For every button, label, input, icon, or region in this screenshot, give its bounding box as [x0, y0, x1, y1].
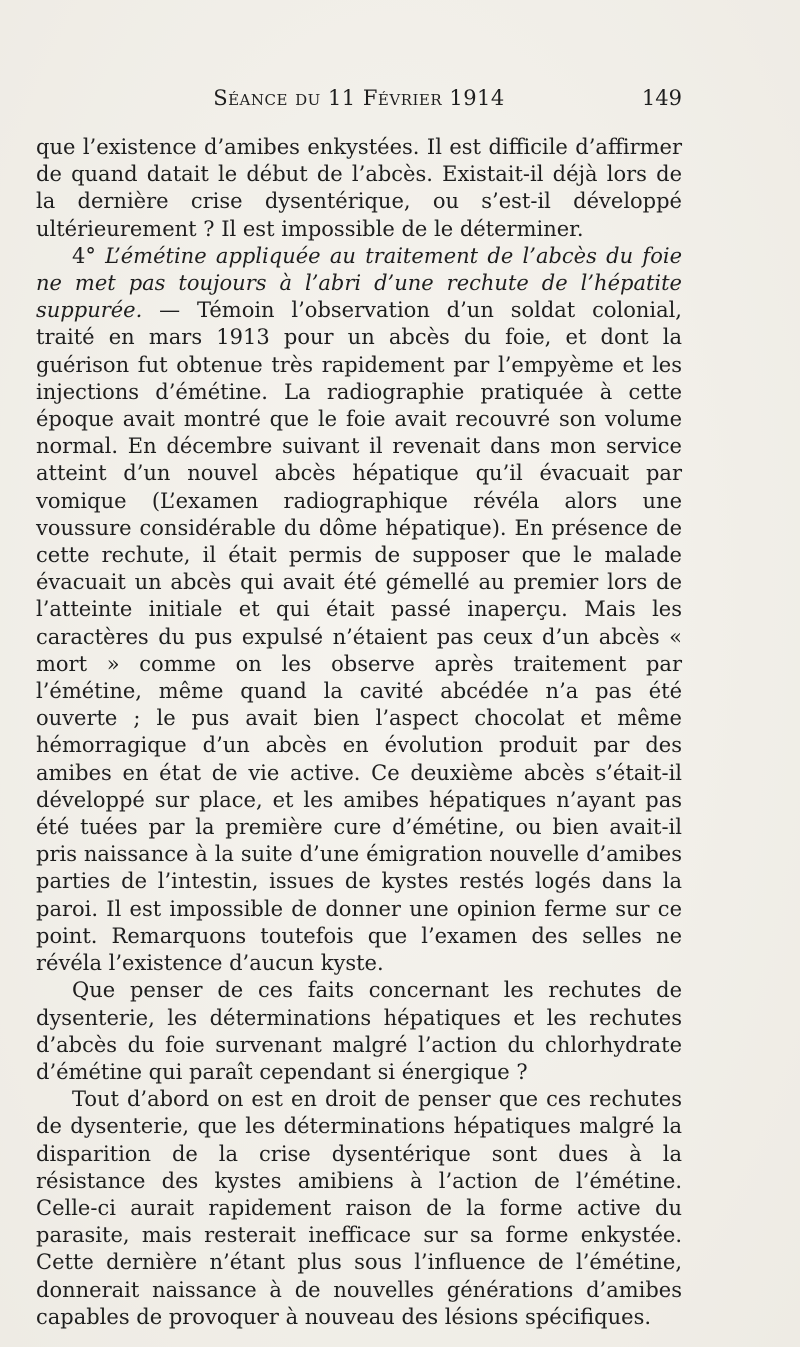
point-number: 4° — [72, 243, 96, 268]
paragraph-point-4-text: — Témoin l’observation d’un soldat colonial, traité en mars 1913 pour un abcès du foie, et dont la guérison fut obtenue très rapidement par l’empyème et les injections d’émétine. La radiographie pratiquée à cette époque avait montré que le foie avait recouvré son volume normal. En décembre suivant il revenait dans mon service atteint d’un nouvel abcès hépatique qu’il évacuait par vomique (L’examen radiographique révéla alors une voussure considérable du dôme hépatique). En présence de cette rechute, il était permis de supposer que le malade évacuait un abcès qui avait été gémellé au premier lors de l’atteinte initiale et qui était passé inaperçu. Mais les caractères du pus expulsé n’étaient pas ceux d’un abcès « mort » comme on les observe après traitement par l’émétine, même quand la cavité abcédée n’a pas été ouverte ; le pus avait bien l’aspect chocolat et même hémorragique d’un abcès en évolution produit par des amibes en état de vie active. Ce deuxième abcès s’était-il développé sur place, et les amibes hépatiques n’ayant pas été tuées par la première cure d’émétine, ou bien avait-il pris naissance à la suite d’une émigration nouvelle d’amibes parties de l’intestin, issues de kystes restés logés dans la paroi. Il est impossible de donner une opinion ferme sur ce point. Remarquons toutefois que l’examen des selles ne révéla l’existence d’aucun kyste. — [36, 298, 682, 976]
running-head: Séance du 11 Février 1914 — [213, 86, 505, 110]
paragraph-explanation: Tout d’abord on est en droit de penser que ces rechutes de dysenterie, que les déterminations hépatiques malgré la disparition de la crise dysentérique sont dues à la résistance des kystes amibiens à l’action de l’émétine. Celle-ci aurait rapidement raison de la forme active du parasite, mais resterait inefficace sur sa forme enkystée. Cette dernière n’étant plus sous l’influence de l’émétine, donnerait naissance à de nouvelles générations d’amibes capables de provoquer à nouveau des lésions spécifiques. — [36, 1087, 682, 1329]
page-number: 149 — [641, 86, 682, 110]
italic-lead-statement: L’émétine appliquée au traitement de l’abcès du foie ne met pas toujours à l’abri d’une rechute de l’hépatite suppurée. — [36, 243, 682, 323]
paragraph-question: Que penser de ces faits concernant les rechutes de dysenterie, les déterminations hépatiques et les rechutes d’abcès du foie survenant malgré l’action du chlorhydrate d’émétine qui paraît cependant si énergique ? — [36, 978, 682, 1084]
page-header — [36, 86, 682, 120]
paragraph-continuation: que l’existence d’amibes enkystées. Il est difficile d’affirmer de quand datait le début de l’abcès. Existait-il déjà lors de la dernière crise dysentérique, ou s’est-il développé ultérieurement ? Il est impossible de le déterminer. — [36, 135, 682, 241]
page-body — [36, 134, 682, 1331]
paragraph-point-4 — [36, 243, 682, 977]
